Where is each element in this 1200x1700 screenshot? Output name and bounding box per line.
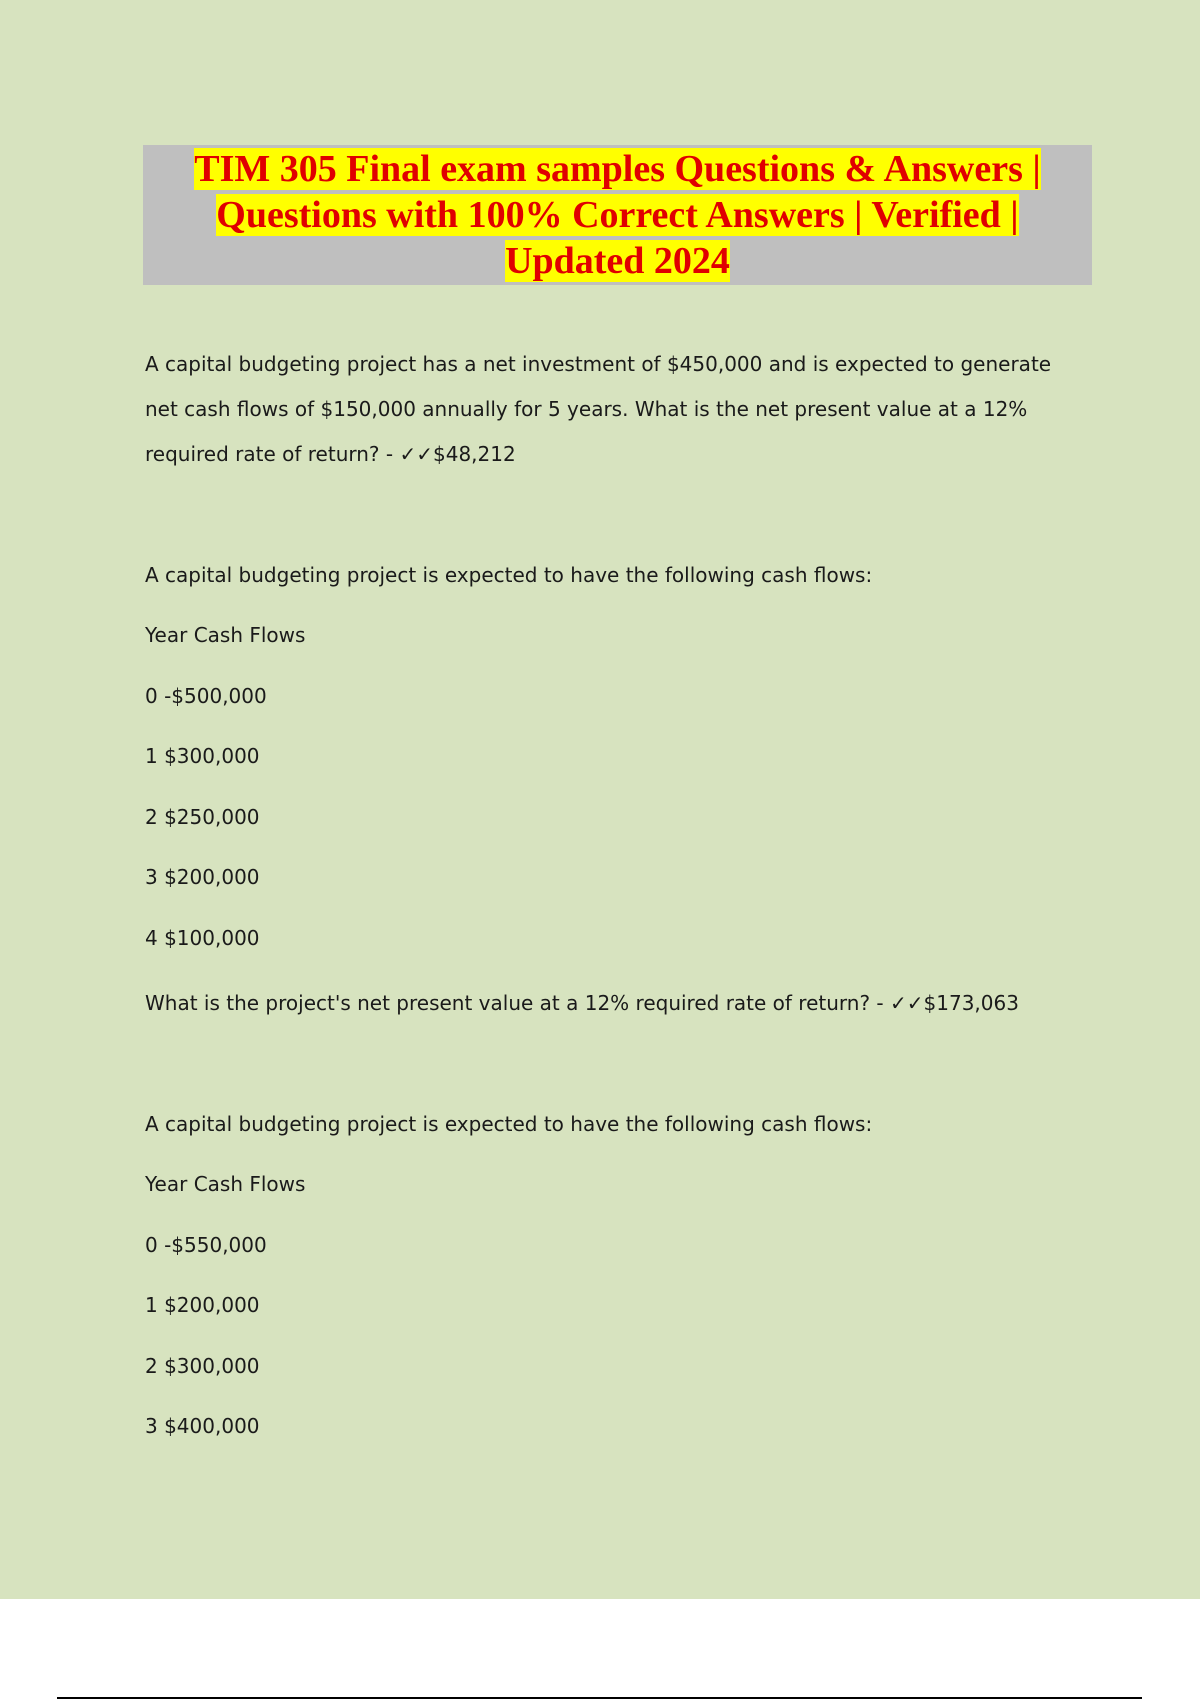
question-3-row: 1 $200,000 bbox=[145, 1293, 260, 1317]
question-2-row: 3 $200,000 bbox=[145, 865, 260, 889]
question-2-text: What is the project's net present value at a 12% required rate of return? - bbox=[145, 991, 891, 1015]
question-1-answer: $48,212 bbox=[433, 442, 516, 466]
title-line-2: Questions with 100% Correct Answers | Verified | bbox=[216, 194, 1019, 236]
question-3-row: 2 $300,000 bbox=[145, 1354, 260, 1378]
question-2-row: 0 -$500,000 bbox=[145, 684, 267, 708]
question-2-row: 1 $300,000 bbox=[145, 744, 260, 768]
check-mark-icon: ✓✓ bbox=[890, 991, 924, 1015]
question-3-table-header: Year Cash Flows bbox=[145, 1172, 306, 1196]
footer-divider bbox=[57, 1697, 1142, 1699]
check-mark-icon: ✓✓ bbox=[399, 442, 433, 466]
title-line-3: Updated 2024 bbox=[505, 240, 730, 282]
question-1-text: A capital budgeting project has a net investment of $450,000 and is expected to generate net cash flows of $150,000 annually for 5 years. What is the net present value at a 12% required rate of return? - bbox=[145, 352, 1052, 466]
question-2-question bbox=[145, 989, 1019, 1017]
question-2-row: 4 $100,000 bbox=[145, 926, 260, 950]
question-2-row: 2 $250,000 bbox=[145, 805, 260, 829]
document-title bbox=[143, 145, 1092, 285]
question-2-table-header: Year Cash Flows bbox=[145, 623, 306, 647]
question-3-row: 0 -$550,000 bbox=[145, 1233, 267, 1257]
question-1 bbox=[145, 342, 1085, 477]
question-3-row: 3 $400,000 bbox=[145, 1414, 260, 1438]
title-line-1: TIM 305 Final exam samples Questions & Answers | bbox=[194, 148, 1041, 190]
question-3-intro: A capital budgeting project is expected to have the following cash flows: bbox=[145, 1112, 873, 1136]
question-2-intro: A capital budgeting project is expected to have the following cash flows: bbox=[145, 563, 873, 587]
question-2-answer: $173,063 bbox=[923, 991, 1019, 1015]
